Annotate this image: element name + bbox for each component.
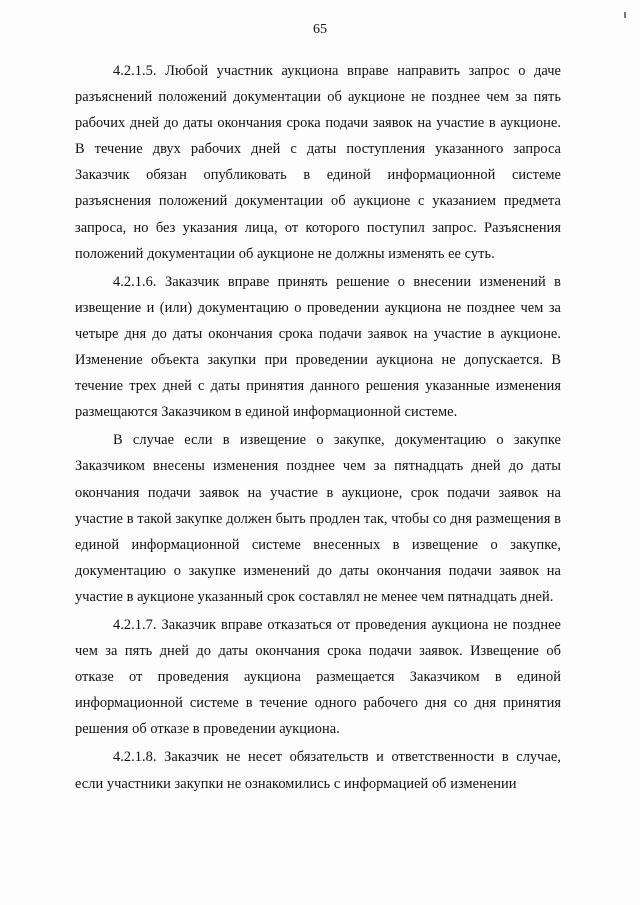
page-number: 65: [313, 22, 327, 37]
paragraph-4-2-1-6: 4.2.1.6. Заказчик вправе принять решение о внесении изменений в извещение и (или) документацию о проведении аукциона не позднее чем за четыре дня до даты окончания срока подачи заявок на участие в аукционе. Изменение объекта закупки при проведении аукциона не допускается. В течение трех дней с даты принятия данного решения указанные изменения размещаются Заказчиком в единой информационной системе.: [75, 273, 561, 421]
document-body: [75, 58, 561, 797]
paragraph-4-2-1-6-continued: В случае если в извещение о закупке, документацию о закупке Заказчиком внесены изменения позднее чем за пятнадцать дней до даты окончания подачи заявок на участие в аукционе, срок подачи заявок на участие в такой закупке должен быть продлен так, чтобы со дня размещения в единой информационной системе внесенных в извещение о закупке, документацию о закупке изменений до даты окончания подачи заявок на участие в аукционе указанный срок составлял не менее чем пятнадцать дней.: [75, 432, 561, 605]
scan-mark: [624, 12, 626, 18]
paragraph-4-2-1-8: 4.2.1.8. Заказчик не несет обязательств и ответственности в случае, если участники закупки не ознакомились с информацией об изменении: [75, 749, 561, 792]
paragraph-4-2-1-7: 4.2.1.7. Заказчик вправе отказаться от проведения аукциона не позднее чем за пять дней до даты окончания срока подачи заявок. Извещение об отказе от проведения аукциона размещается Заказчиком в единой информационной системе в течение одного рабочего дня со дня принятия решения об отказе в проведении аукциона.: [75, 616, 561, 738]
paragraph-4-2-1-5: 4.2.1.5. Любой участник аукциона вправе направить запрос о даче разъяснений положений документации об аукционе не позднее чем за пять рабочих дней до даты окончания срока подачи заявок на участие в аукционе. В течение двух рабочих дней с даты поступления указанного запроса Заказчик обязан опубликовать в единой информационной системе разъяснения положений документации об аукционе с указанием предмета запроса, но без указания лица, от которого поступил запрос. Разъяснения положений документации об аукционе не должны изменять ее суть.: [75, 63, 561, 262]
